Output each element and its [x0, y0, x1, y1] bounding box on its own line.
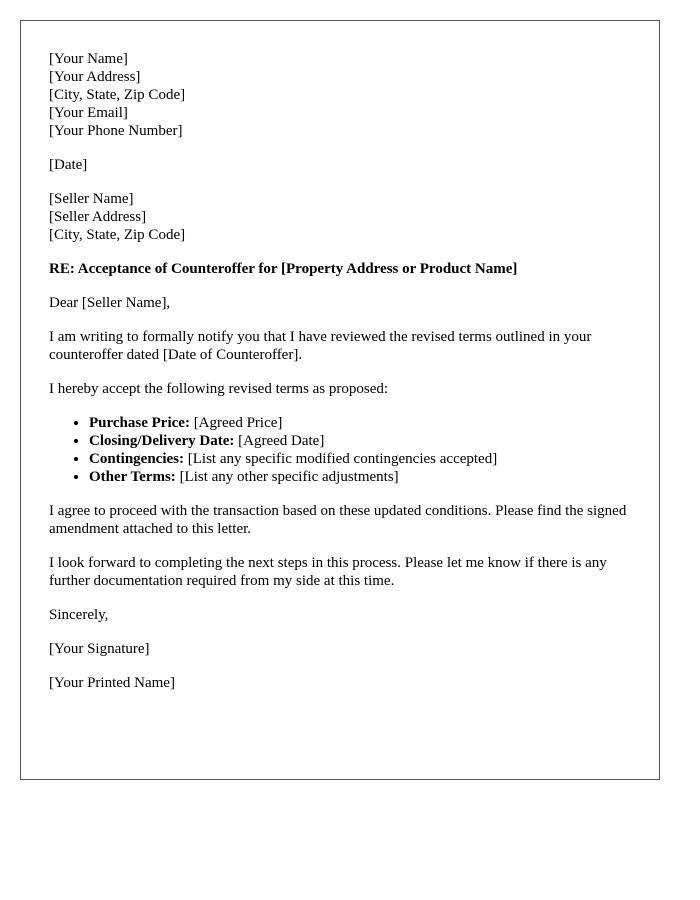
sender-city-state-zip: [City, State, Zip Code] [49, 87, 186, 103]
recipient-city-state-zip: [City, State, Zip Code] [49, 227, 186, 243]
terms-list [49, 414, 631, 486]
term-value: [List any other specific adjustments] [175, 469, 399, 485]
term-label: Contingencies: [89, 451, 184, 467]
proceed-paragraph: I agree to proceed with the transaction based on these updated conditions. Please find the signed amendment attached to this letter. [49, 503, 627, 537]
term-label: Closing/Delivery Date: [89, 433, 235, 449]
salutation: Dear [Seller Name], [49, 295, 171, 311]
signature: [Your Signature] [49, 641, 150, 657]
term-value: [List any specific modified contingencies accepted] [184, 451, 498, 467]
letter-date: [Date] [49, 157, 88, 173]
recipient-block [49, 190, 631, 244]
sender-email: [Your Email] [49, 105, 128, 121]
sender-block [49, 50, 631, 140]
sender-address: [Your Address] [49, 69, 141, 85]
sender-name: [Your Name] [49, 51, 128, 67]
printed-name: [Your Printed Name] [49, 675, 175, 691]
signoff: Sincerely, [49, 607, 109, 623]
accept-statement: I hereby accept the following revised terms as proposed: [49, 381, 389, 397]
term-item [89, 414, 631, 432]
closing-paragraph: I look forward to completing the next steps in this process. Please let me know if there is any further documentation required from my side at this time. [49, 555, 607, 589]
term-label: Other Terms: [89, 469, 176, 485]
term-item [89, 432, 631, 450]
subject-line: RE: Acceptance of Counteroffer for [Property Address or Product Name] [49, 261, 518, 277]
term-label: Purchase Price: [89, 415, 190, 431]
term-value: [Agreed Price] [189, 415, 283, 431]
intro-paragraph: I am writing to formally notify you that I have reviewed the revised terms outlined in your counteroffer dated [Date of Counteroffer]. [49, 329, 592, 363]
term-item [89, 468, 631, 486]
letter-page [20, 20, 660, 780]
recipient-name: [Seller Name] [49, 191, 134, 207]
recipient-address: [Seller Address] [49, 209, 147, 225]
sender-phone: [Your Phone Number] [49, 123, 183, 139]
term-value: [Agreed Date] [234, 433, 325, 449]
term-item [89, 450, 631, 468]
